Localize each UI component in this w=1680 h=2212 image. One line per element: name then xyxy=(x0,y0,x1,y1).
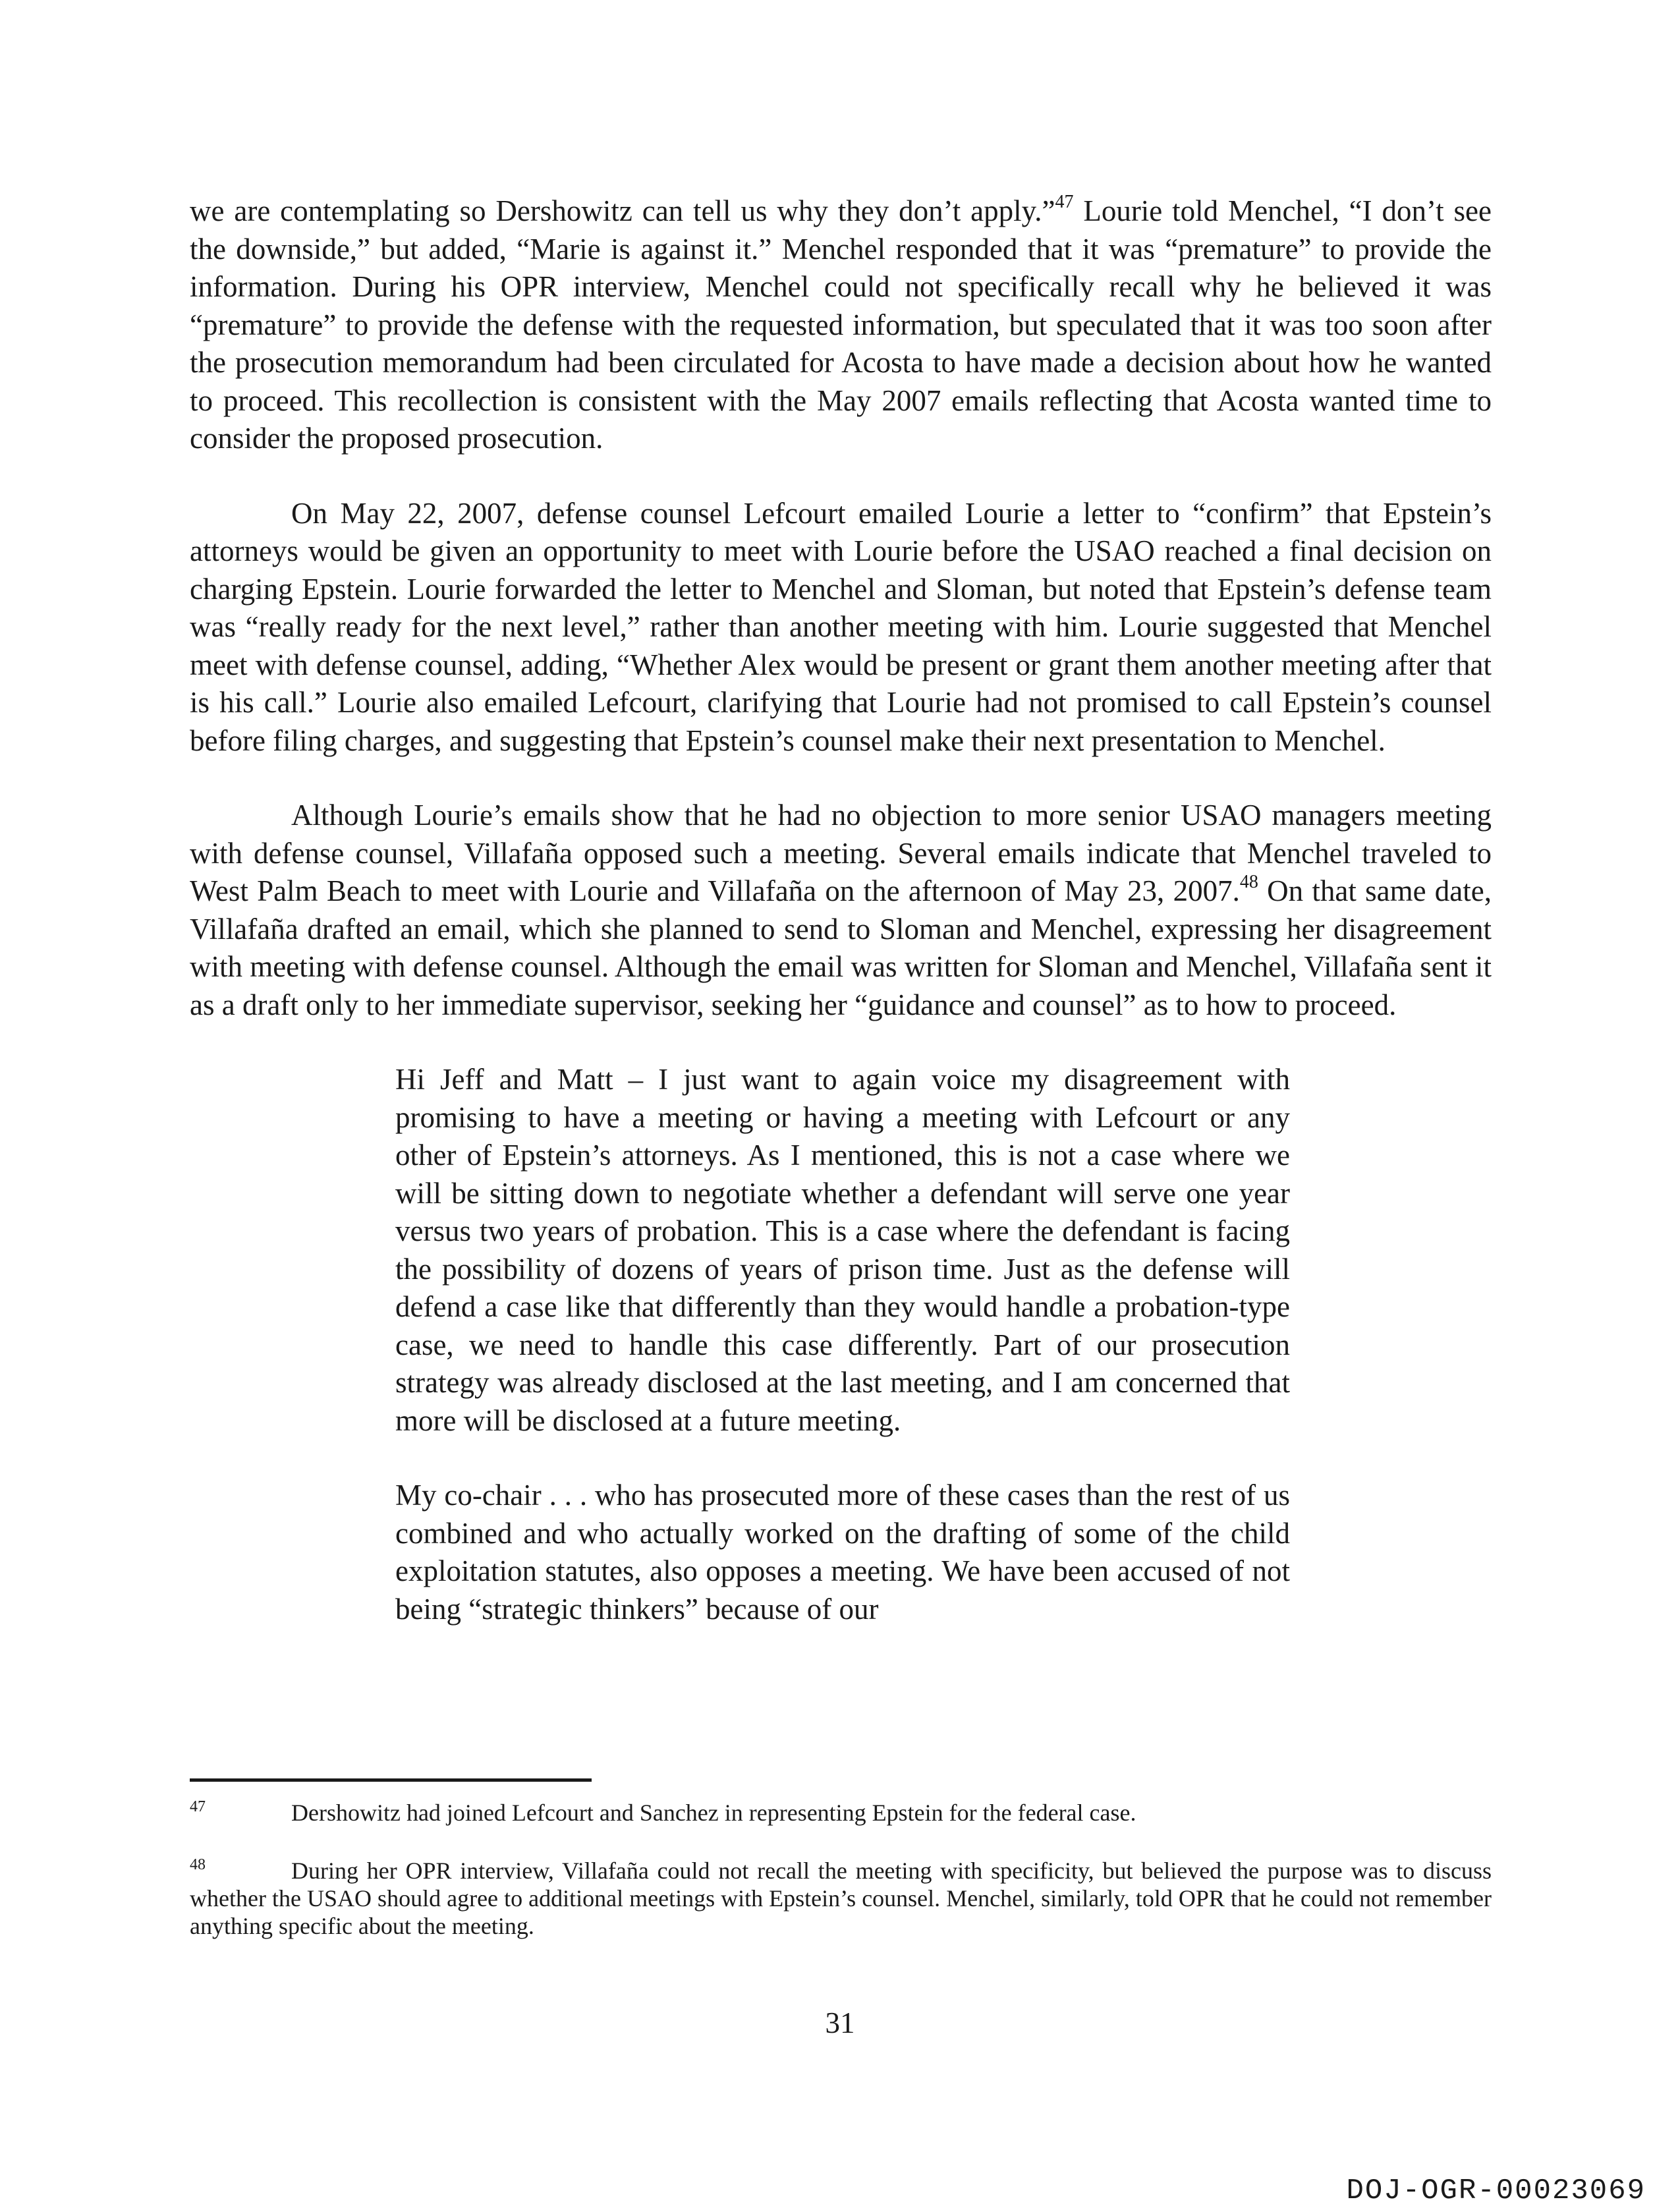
paragraph-text: On that same date, Villafaña drafted an email, which she planned to send to Sloman and Menchel, expressing her disagreement with meeting with defense counsel. Although the email was written for Sloman and Menchel, Villafaña sent it as a draft only to her immediate supervisor, seeking her “guidance and counsel” as to how to proceed. xyxy=(190,874,1492,1021)
page-number: 31 xyxy=(825,2006,855,2039)
paragraph-text: we are contemplating so Dershowitz can tell us why they don’t apply.” xyxy=(190,194,1055,227)
footnotes-section xyxy=(190,1799,1492,1970)
block-quote-email xyxy=(395,1061,1290,1628)
block-quote-paragraph: Hi Jeff and Matt – I just want to again voice my disagreement with promising to have a meeting or having a meeting with Lefcourt or any other of Epstein’s attorneys. As I mentioned, this is not a case where we will be sitting down to negotiate whether a defendant will serve one year versus two years of probation. This is a case where the defendant is facing the possibility of dozens of years of prison time. Just as the defense will defend a case like that differently than they would handle a probation-type case, we need to handle this case differently. Part of our prosecution strategy was already disclosed at the last meeting, and I am concerned that more will be disclosed at a future meeting. xyxy=(395,1063,1290,1437)
footnote-reference-47[interactable]: 47 xyxy=(1055,192,1074,212)
footnote-47: 47 Dershowitz had joined Lefcourt and Sanchez in representing Epstein for the federal case. xyxy=(190,1798,1136,1826)
paragraph-villafana-opposition xyxy=(190,797,1492,1024)
paragraph-may-22: On May 22, 2007, defense counsel Lefcourt emailed Lourie a letter to “confirm” that Epstein’s attorneys would be given an opportunity to meet with Lourie before the USAO reached a final decision on charging Epstein. Lourie forwarded the letter to Menchel and Sloman, but noted that Epstein’s defense team was “really ready for the next level,” rather than another meeting with him. Lourie suggested that Menchel meet with defense counsel, adding, “Whether Alex would be present or grant them another meeting after that is his call.” Lourie also emailed Lefcourt, clarifying that Lourie had not promised to call Epstein’s counsel before filing charges, and suggesting that Epstein’s counsel make their next presentation to Menchel. xyxy=(190,496,1492,757)
footnote-text: During her OPR interview, Villafaña could not recall the meeting with specificity, but believed the purpose was to discuss whether the USAO should agree to additional meetings with Epstein’s counsel. Menchel, similarly, told OPR that he could not remember anything specific about the meeting. xyxy=(190,1858,1492,1939)
footnote-48: 48 During her OPR interview, Villafaña could not recall the meeting with specificity, but believed the purpose was to discuss whether the USAO should agree to additional meetings with Epstein’s counsel. Menchel, similarly, told OPR that he could not remember anything specific about the meeting. xyxy=(190,1856,1492,1939)
paragraph-text: Lourie told Menchel, “I don’t see the downside,” but added, “Marie is against it.” Menchel responded that it was “premature” to provide the information. During his OPR interview, Menchel could not specifically recall why he believed it was “premature” to provide the defense with the requested information, but speculated that it was too soon after the prosecution memorandum had been circulated for Acosta to have made a decision about how he wanted to proceed. This recollection is consistent with the May 2007 emails reflecting that Acosta wanted time to consider the proposed prosecution. xyxy=(190,194,1492,455)
document-body xyxy=(190,192,1492,1628)
footnote-reference-48[interactable]: 48 xyxy=(1239,872,1258,892)
block-quote-paragraph: My co-chair . . . who has prosecuted more of these cases than the rest of us combined and who actually worked on the drafting of some of the child exploitation statutes, also opposes a meeting. We have been accused of not being “strategic thinkers” because of our xyxy=(395,1479,1290,1626)
paragraph-continuation xyxy=(190,192,1492,458)
footnote-text: Dershowitz had joined Lefcourt and Sanchez in representing Epstein for the federal case. xyxy=(291,1800,1136,1826)
paragraph-text: Although Lourie’s emails show that he had no objection to more senior USAO managers meeting with defense counsel, Villafaña opposed such a meeting. Several emails indicate that Menchel traveled to West Palm Beach to meet with Lourie and Villafaña on the afternoon of May 23, 2007. xyxy=(190,799,1492,907)
footnote-separator xyxy=(190,1778,592,1782)
bates-number: DOJ-OGR-00023069 xyxy=(1346,2174,1646,2207)
